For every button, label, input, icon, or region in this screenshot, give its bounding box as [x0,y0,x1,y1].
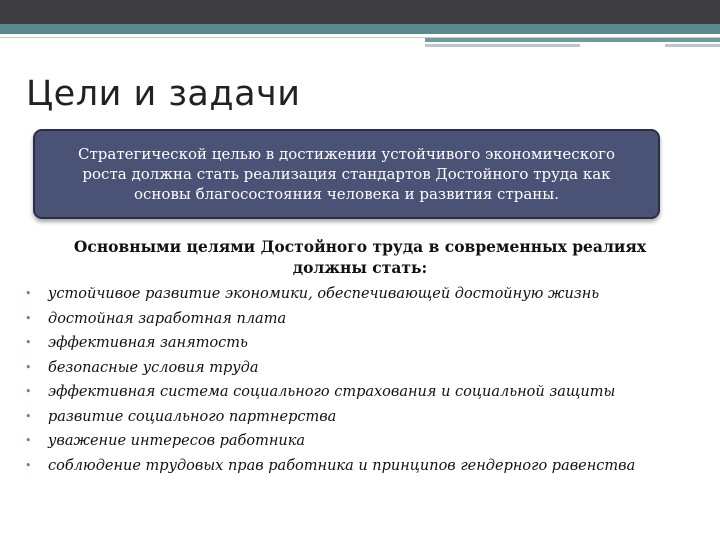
bullet-icon: • [25,311,32,325]
list-item [24,356,704,381]
list-item [24,429,704,454]
callout-text: Стратегической целью в достижении устойчивого экономического роста должна стать реализация стандартов Достойного труда как основы благосостояния человека и развития страны. [78,145,615,203]
bullet-icon: • [25,409,32,423]
goals-heading: Основными целями Достойного труда в современных реалиях должны стать: [73,237,647,277]
list-item-text: эффективная система социального страхования и социальной защиты [48,384,616,400]
bullet-icon: • [25,360,32,374]
list-item-text: достойная заработная плата [48,310,287,327]
bullet-icon: • [25,385,32,398]
bullet-icon: • [25,458,32,472]
bullet-icon: • [25,434,32,447]
list-item-text: уважение интересов работника [48,433,306,449]
list-item-text: соблюдение трудовых прав работника и принципов гендерного равенства [48,457,636,474]
list-item-text: эффективная занятость [48,335,248,351]
goals-list [24,282,704,477]
list-item [24,405,704,430]
list-item-text: развитие социального партнерства [48,408,337,425]
slide-title: Цели и задачи [26,74,301,114]
callout-box [33,129,660,219]
decorative-bar [425,44,580,47]
decorative-bar [425,38,720,42]
list-item [24,282,704,307]
list-item [24,454,704,477]
list-item [24,331,704,356]
list-item-text: безопасные условия труда [48,359,259,376]
bullet-icon: • [25,336,32,349]
top-dark-bar [0,0,720,24]
bullet-icon: • [25,287,32,300]
list-item-text: устойчивое развитие экономики, обеспечивающей достойную жизнь [48,286,600,302]
list-item [24,307,704,332]
decorative-bar [665,44,720,47]
top-accent-bar [0,24,720,34]
list-item [24,380,704,405]
